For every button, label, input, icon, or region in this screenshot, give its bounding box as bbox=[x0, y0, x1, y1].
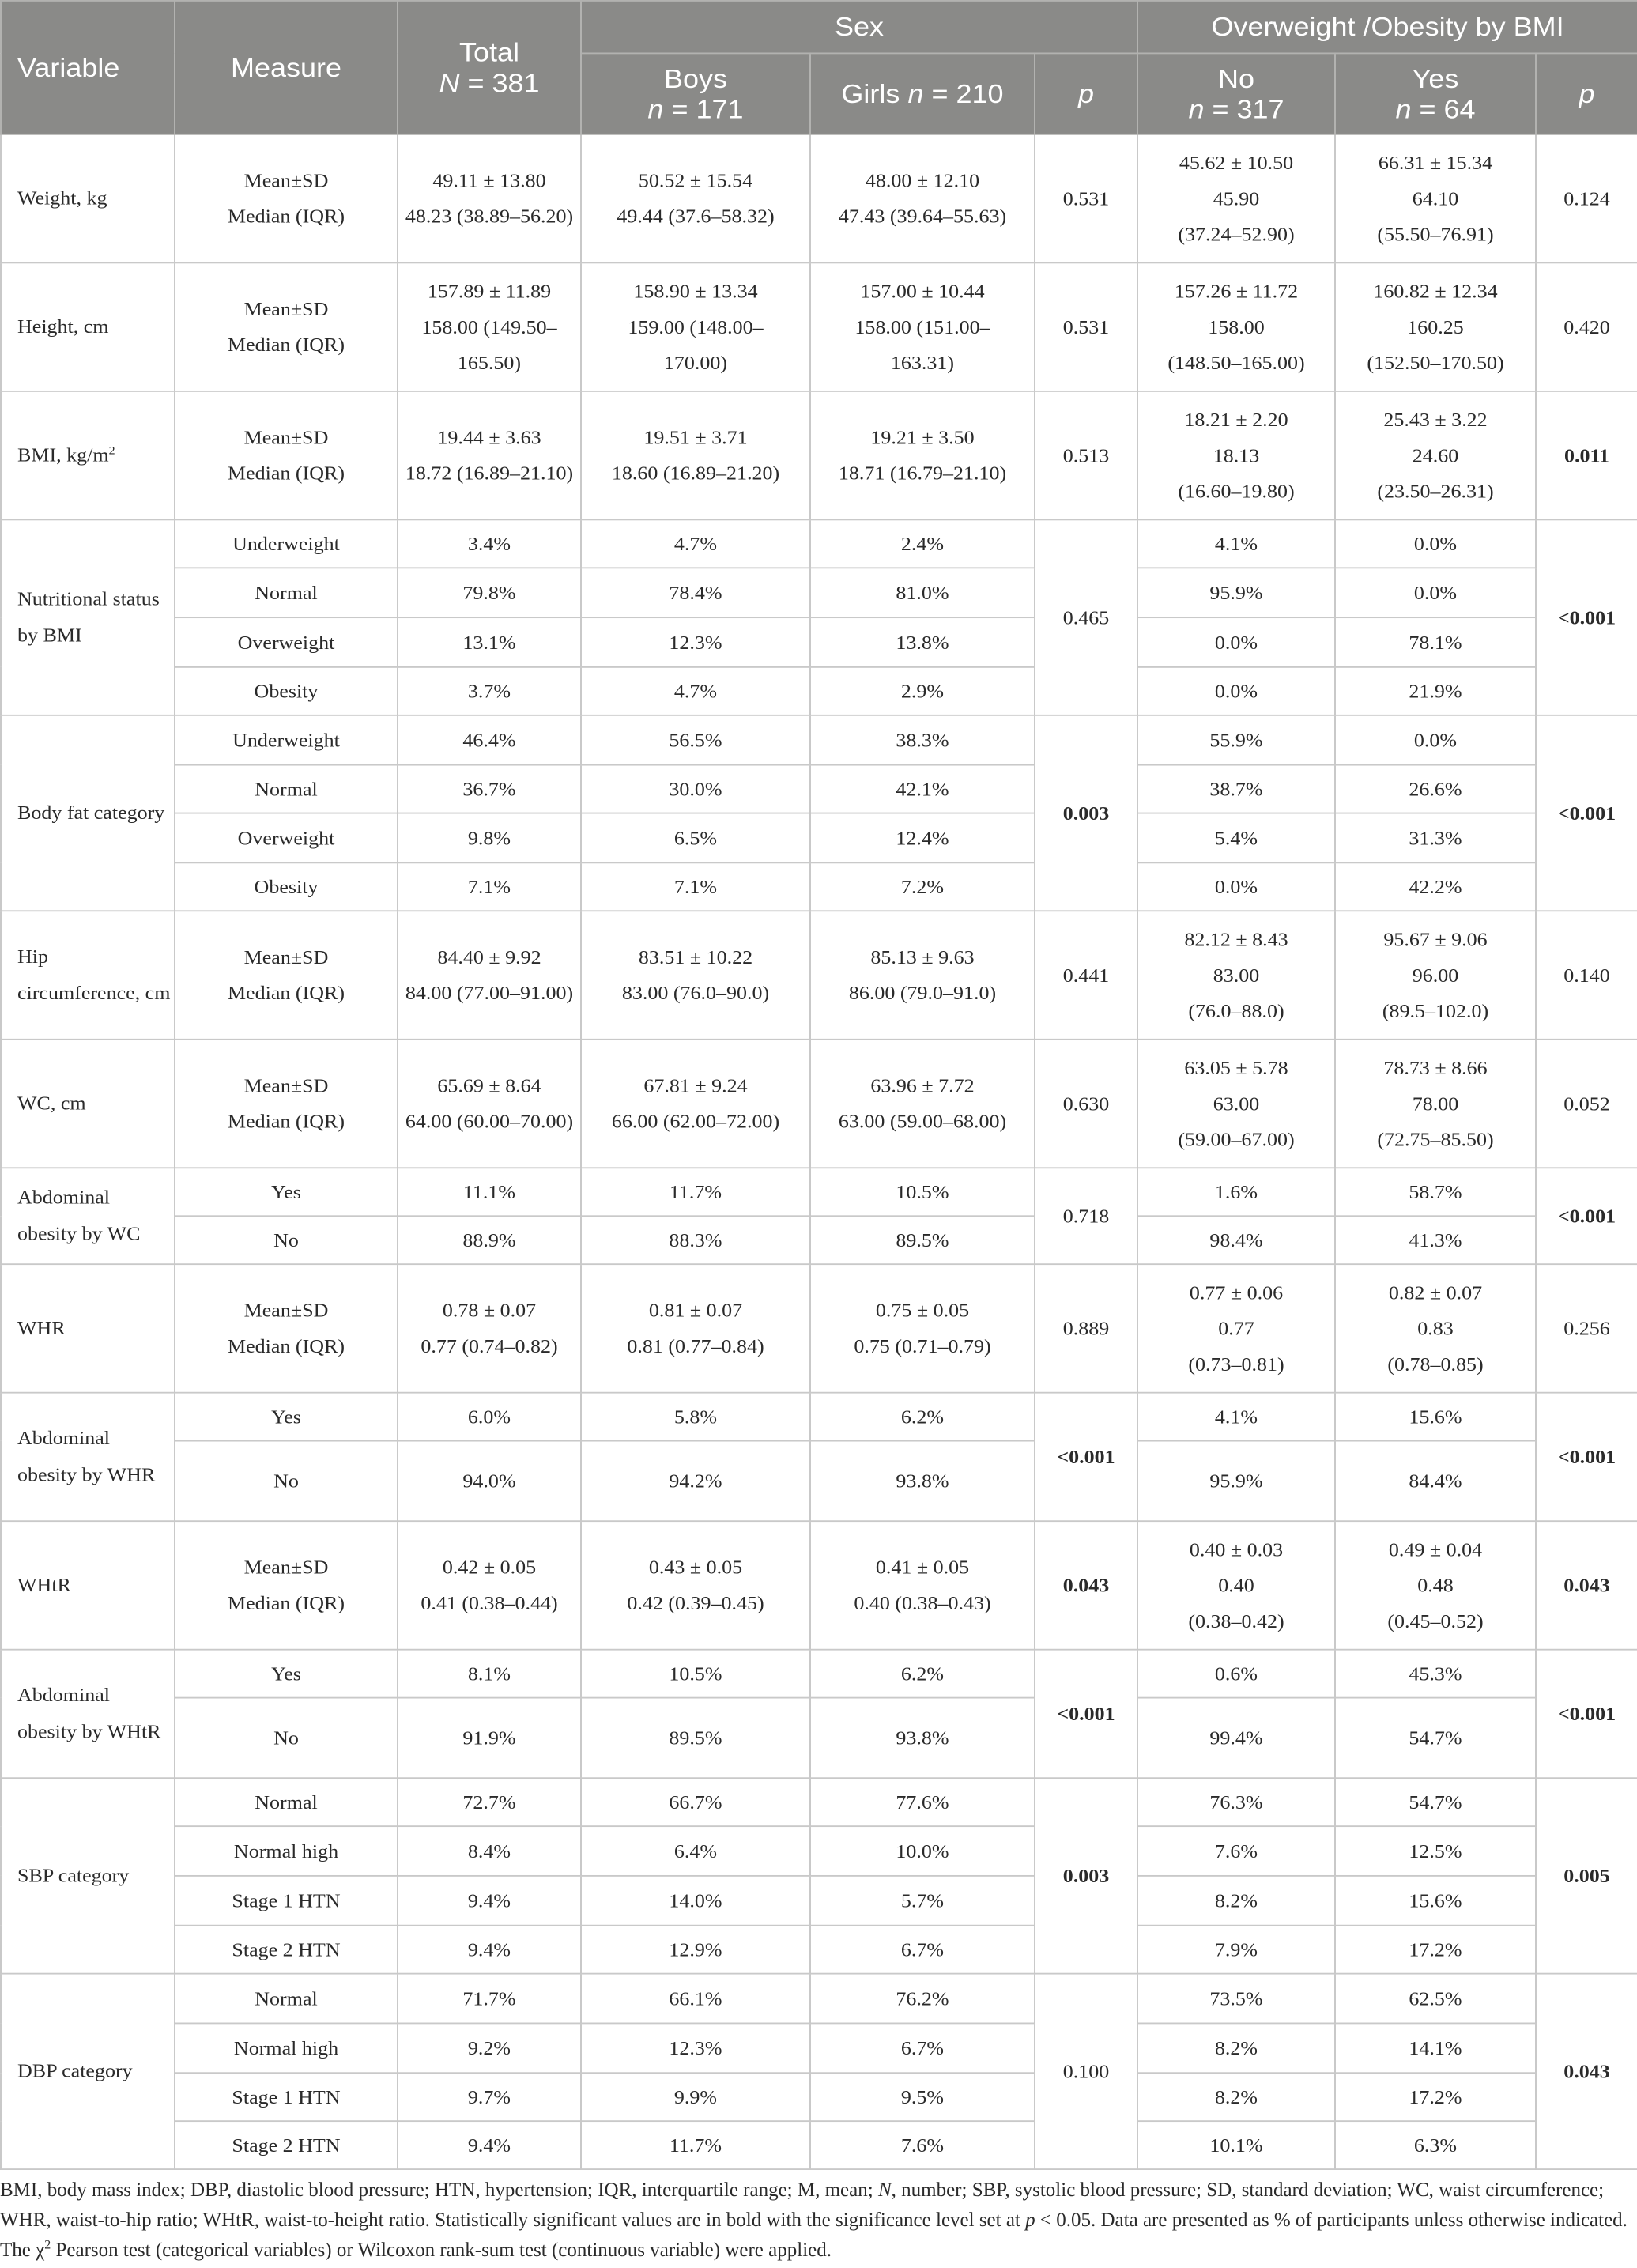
girls-cell: 38.3% bbox=[810, 715, 1035, 765]
variable-cell bbox=[1, 391, 175, 520]
total-cell: 19.44 ± 3.63 18.72 (16.89–21.10) bbox=[398, 391, 581, 520]
header-no-n-value: = 317 bbox=[1212, 93, 1284, 124]
p-value-bmi-cell: 0.420 bbox=[1536, 262, 1637, 391]
total-cell: 9.7% bbox=[398, 2073, 581, 2121]
header-yes-n-value: = 64 bbox=[1419, 93, 1476, 124]
header-boys-label: Boys bbox=[663, 62, 728, 93]
header-boys-n-symbol: n bbox=[647, 93, 664, 124]
girls-cell: 157.00 ± 10.44 158.00 (151.00– 163.31) bbox=[810, 262, 1035, 391]
boys-cell: 30.0% bbox=[581, 765, 810, 813]
yes-overweight-cell: 78.1% bbox=[1335, 617, 1536, 667]
yes-overweight-cell: 25.43 ± 3.22 24.60 (23.50–26.31) bbox=[1335, 391, 1536, 520]
girls-cell: 89.5% bbox=[810, 1216, 1035, 1264]
yes-overweight-cell: 95.67 ± 9.06 96.00 (89.5–102.0) bbox=[1335, 911, 1536, 1040]
total-cell: 46.4% bbox=[398, 715, 581, 765]
measure-cell: Normal bbox=[175, 1778, 398, 1826]
total-cell: 71.7% bbox=[398, 1974, 581, 2024]
p-value-bmi-cell: <0.001 bbox=[1536, 1650, 1637, 1779]
no-overweight-cell: 8.2% bbox=[1137, 2023, 1335, 2073]
table-row bbox=[1, 862, 1637, 911]
measure-cell: Normal high bbox=[175, 2023, 398, 2073]
total-cell: 157.89 ± 11.89 158.00 (149.50– 165.50) bbox=[398, 262, 581, 391]
total-cell: 7.1% bbox=[398, 862, 581, 911]
measure-cell: Yes bbox=[175, 1168, 398, 1216]
yes-overweight-cell: 45.3% bbox=[1335, 1650, 1536, 1698]
variable-cell bbox=[1, 134, 175, 263]
girls-cell: 6.2% bbox=[810, 1650, 1035, 1698]
total-cell: 65.69 ± 8.64 64.00 (60.00–70.00) bbox=[398, 1040, 581, 1168]
header-measure: Measure bbox=[175, 1, 398, 134]
no-overweight-cell: 7.6% bbox=[1137, 1826, 1335, 1876]
table-row bbox=[1, 1876, 1637, 1926]
no-overweight-cell: 0.40 ± 0.03 0.40 (0.38–0.42) bbox=[1137, 1521, 1335, 1650]
variable-cell bbox=[1, 1168, 175, 1264]
variable-label: Abdominal obesity by WC bbox=[17, 1187, 141, 1245]
table-footnote bbox=[0, 2176, 1637, 2266]
measure-cell: Underweight bbox=[175, 715, 398, 765]
boys-cell: 94.2% bbox=[581, 1441, 810, 1522]
girls-cell: 6.2% bbox=[810, 1393, 1035, 1441]
variable-cell bbox=[1, 519, 175, 715]
boys-cell: 66.7% bbox=[581, 1778, 810, 1826]
footnote-chi-superscript: 2 bbox=[44, 2238, 51, 2252]
p-value-sex-cell: 0.441 bbox=[1035, 911, 1137, 1040]
measure-cell: Stage 2 HTN bbox=[175, 1926, 398, 1974]
header-sex-group: Sex bbox=[581, 1, 1137, 53]
no-overweight-cell: 55.9% bbox=[1137, 715, 1335, 765]
boys-cell: 4.7% bbox=[581, 519, 810, 568]
yes-overweight-cell: 78.73 ± 8.66 78.00 (72.75–85.50) bbox=[1335, 1040, 1536, 1168]
girls-cell: 0.75 ± 0.05 0.75 (0.71–0.79) bbox=[810, 1264, 1035, 1393]
yes-overweight-cell: 41.3% bbox=[1335, 1216, 1536, 1264]
total-cell: 9.4% bbox=[398, 2121, 581, 2169]
no-overweight-cell: 38.7% bbox=[1137, 765, 1335, 813]
no-overweight-cell: 0.0% bbox=[1137, 862, 1335, 911]
table-row bbox=[1, 617, 1637, 667]
p-value-bmi-cell: <0.001 bbox=[1536, 1393, 1637, 1522]
total-cell: 3.7% bbox=[398, 667, 581, 715]
girls-cell: 77.6% bbox=[810, 1778, 1035, 1826]
table-row bbox=[1, 134, 1637, 263]
yes-overweight-cell: 15.6% bbox=[1335, 1876, 1536, 1926]
table-row bbox=[1, 911, 1637, 1040]
variable-label: Body fat category bbox=[17, 802, 165, 824]
table-row bbox=[1, 391, 1637, 520]
yes-overweight-cell: 0.0% bbox=[1335, 715, 1536, 765]
girls-cell: 12.4% bbox=[810, 813, 1035, 863]
measure-cell: Underweight bbox=[175, 519, 398, 568]
no-overweight-cell: 0.0% bbox=[1137, 617, 1335, 667]
boys-cell: 14.0% bbox=[581, 1876, 810, 1926]
girls-cell: 63.96 ± 7.72 63.00 (59.00–68.00) bbox=[810, 1040, 1035, 1168]
variable-superscript: 2 bbox=[108, 444, 115, 458]
total-cell: 9.4% bbox=[398, 1876, 581, 1926]
p-value-sex-cell: 0.531 bbox=[1035, 262, 1137, 391]
total-cell: 11.1% bbox=[398, 1168, 581, 1216]
boys-cell: 88.3% bbox=[581, 1216, 810, 1264]
measure-cell: No bbox=[175, 1698, 398, 1779]
p-value-bmi-cell: <0.001 bbox=[1536, 1168, 1637, 1264]
p-value-sex-cell: 0.003 bbox=[1035, 1778, 1137, 1973]
table-row bbox=[1, 765, 1637, 813]
measure-cell: Mean±SD Median (IQR) bbox=[175, 134, 398, 263]
p-value-bmi-cell: 0.005 bbox=[1536, 1778, 1637, 1973]
yes-overweight-cell: 0.0% bbox=[1335, 568, 1536, 617]
measure-cell: Mean±SD Median (IQR) bbox=[175, 262, 398, 391]
total-cell: 9.2% bbox=[398, 2023, 581, 2073]
yes-overweight-cell: 160.82 ± 12.34 160.25 (152.50–170.50) bbox=[1335, 262, 1536, 391]
yes-overweight-cell: 62.5% bbox=[1335, 1974, 1536, 2024]
table-row bbox=[1, 1926, 1637, 1974]
total-cell: 9.8% bbox=[398, 813, 581, 863]
no-overweight-cell: 157.26 ± 11.72 158.00 (148.50–165.00) bbox=[1137, 262, 1335, 391]
table-row bbox=[1, 1778, 1637, 1826]
variable-label: Abdominal obesity by WHtR bbox=[17, 1684, 161, 1742]
boys-cell: 78.4% bbox=[581, 568, 810, 617]
girls-cell: 42.1% bbox=[810, 765, 1035, 813]
table-row bbox=[1, 813, 1637, 863]
total-cell: 49.11 ± 13.80 48.23 (38.89–56.20) bbox=[398, 134, 581, 263]
variable-cell bbox=[1, 715, 175, 911]
p-value-sex-cell: 0.465 bbox=[1035, 519, 1137, 715]
boys-cell: 11.7% bbox=[581, 1168, 810, 1216]
no-overweight-cell: 5.4% bbox=[1137, 813, 1335, 863]
girls-cell: 85.13 ± 9.63 86.00 (79.0–91.0) bbox=[810, 911, 1035, 1040]
no-overweight-cell: 8.2% bbox=[1137, 1876, 1335, 1926]
boys-cell: 158.90 ± 13.34 159.00 (148.00– 170.00) bbox=[581, 262, 810, 391]
header-girls-label: Girls bbox=[841, 78, 900, 109]
measure-cell: Normal bbox=[175, 568, 398, 617]
variable-cell bbox=[1, 262, 175, 391]
header-yes bbox=[1335, 53, 1536, 134]
girls-cell: 2.4% bbox=[810, 519, 1035, 568]
boys-cell: 10.5% bbox=[581, 1650, 810, 1698]
girls-cell: 93.8% bbox=[810, 1698, 1035, 1779]
header-girls bbox=[810, 53, 1035, 134]
header-total-label: Total bbox=[458, 36, 520, 67]
yes-overweight-cell: 12.5% bbox=[1335, 1826, 1536, 1876]
header-total bbox=[398, 1, 581, 134]
yes-overweight-cell: 0.49 ± 0.04 0.48 (0.45–0.52) bbox=[1335, 1521, 1536, 1650]
measure-cell: Yes bbox=[175, 1650, 398, 1698]
no-overweight-cell: 63.05 ± 5.78 63.00 (59.00–67.00) bbox=[1137, 1040, 1335, 1168]
variable-cell bbox=[1, 1521, 175, 1650]
measure-cell: Normal bbox=[175, 765, 398, 813]
boys-cell: 12.3% bbox=[581, 617, 810, 667]
footnote-text-3: < 0.05. Data are presented as % of participants unless otherwise indicated. The χ bbox=[0, 2210, 1628, 2261]
measure-cell: Obesity bbox=[175, 862, 398, 911]
p-value-bmi-cell: 0.140 bbox=[1536, 911, 1637, 1040]
table-row bbox=[1, 262, 1637, 391]
table-row bbox=[1, 519, 1637, 568]
variable-label: WC, cm bbox=[17, 1092, 86, 1114]
p-value-bmi-cell: 0.052 bbox=[1536, 1040, 1637, 1168]
boys-cell: 56.5% bbox=[581, 715, 810, 765]
measure-cell: Stage 2 HTN bbox=[175, 2121, 398, 2169]
girls-cell: 2.9% bbox=[810, 667, 1035, 715]
no-overweight-cell: 4.1% bbox=[1137, 1393, 1335, 1441]
yes-overweight-cell: 31.3% bbox=[1335, 813, 1536, 863]
p-value-bmi-cell: 0.124 bbox=[1536, 134, 1637, 263]
measure-cell: Obesity bbox=[175, 667, 398, 715]
total-cell: 3.4% bbox=[398, 519, 581, 568]
total-cell: 94.0% bbox=[398, 1441, 581, 1522]
boys-cell: 7.1% bbox=[581, 862, 810, 911]
yes-overweight-cell: 0.82 ± 0.07 0.83 (0.78–0.85) bbox=[1335, 1264, 1536, 1393]
header-no bbox=[1137, 53, 1335, 134]
boys-cell: 83.51 ± 10.22 83.00 (76.0–90.0) bbox=[581, 911, 810, 1040]
table-row bbox=[1, 2073, 1637, 2121]
measure-cell: Mean±SD Median (IQR) bbox=[175, 1040, 398, 1168]
total-cell: 91.9% bbox=[398, 1698, 581, 1779]
girls-cell: 6.7% bbox=[810, 1926, 1035, 1974]
footnote-text-4: Pearson test (categorical variables) or Wilcoxon rank-sum test (continuous variable) were applied. bbox=[51, 2240, 832, 2261]
girls-cell: 81.0% bbox=[810, 568, 1035, 617]
table-row bbox=[1, 667, 1637, 715]
boys-cell: 67.81 ± 9.24 66.00 (62.00–72.00) bbox=[581, 1040, 810, 1168]
total-cell: 6.0% bbox=[398, 1393, 581, 1441]
variable-label: SBP category bbox=[17, 1865, 130, 1886]
yes-overweight-cell: 21.9% bbox=[1335, 667, 1536, 715]
footnote-p-symbol: p bbox=[1025, 2210, 1035, 2231]
table-row bbox=[1, 1974, 1637, 2024]
table-row bbox=[1, 1698, 1637, 1779]
no-overweight-cell: 99.4% bbox=[1137, 1698, 1335, 1779]
variable-label: Abdominal obesity by WHR bbox=[17, 1427, 156, 1485]
boys-cell: 66.1% bbox=[581, 1974, 810, 2024]
p-value-bmi-cell: <0.001 bbox=[1536, 519, 1637, 715]
table-row bbox=[1, 1393, 1637, 1441]
p-value-sex-cell: 0.003 bbox=[1035, 715, 1137, 911]
girls-cell: 7.6% bbox=[810, 2121, 1035, 2169]
table-row bbox=[1, 1040, 1637, 1168]
total-cell: 0.42 ± 0.05 0.41 (0.38–0.44) bbox=[398, 1521, 581, 1650]
variable-label: WHtR bbox=[17, 1574, 71, 1596]
header-p-bmi: p bbox=[1536, 53, 1637, 134]
yes-overweight-cell: 6.3% bbox=[1335, 2121, 1536, 2169]
no-overweight-cell: 7.9% bbox=[1137, 1926, 1335, 1974]
variable-label: Nutritional status by BMI bbox=[17, 588, 160, 647]
measure-cell: Overweight bbox=[175, 617, 398, 667]
p-value-sex-cell: 0.718 bbox=[1035, 1168, 1137, 1264]
boys-cell: 9.9% bbox=[581, 2073, 810, 2121]
boys-cell: 4.7% bbox=[581, 667, 810, 715]
table-row bbox=[1, 2023, 1637, 2073]
girls-cell: 6.7% bbox=[810, 2023, 1035, 2073]
header-no-n-symbol: n bbox=[1188, 93, 1205, 124]
header-girls-n-value: = 210 bbox=[931, 78, 1004, 109]
table-row bbox=[1, 1264, 1637, 1393]
header-boys bbox=[581, 53, 810, 134]
p-value-sex-cell: <0.001 bbox=[1035, 1650, 1137, 1779]
yes-overweight-cell: 42.2% bbox=[1335, 862, 1536, 911]
no-overweight-cell: 95.9% bbox=[1137, 568, 1335, 617]
girls-cell: 76.2% bbox=[810, 1974, 1035, 2024]
variable-cell bbox=[1, 1650, 175, 1779]
variable-cell bbox=[1, 1040, 175, 1168]
girls-cell: 10.0% bbox=[810, 1826, 1035, 1876]
variable-cell bbox=[1, 1974, 175, 2169]
boys-cell: 6.4% bbox=[581, 1826, 810, 1876]
girls-cell: 93.8% bbox=[810, 1441, 1035, 1522]
no-overweight-cell: 0.77 ± 0.06 0.77 (0.73–0.81) bbox=[1137, 1264, 1335, 1393]
p-value-bmi-cell: 0.043 bbox=[1536, 1521, 1637, 1650]
table-row bbox=[1, 1216, 1637, 1264]
p-value-sex-cell: <0.001 bbox=[1035, 1393, 1137, 1522]
measure-cell: No bbox=[175, 1441, 398, 1522]
table-row bbox=[1, 2121, 1637, 2169]
measure-cell: Mean±SD Median (IQR) bbox=[175, 391, 398, 520]
yes-overweight-cell: 14.1% bbox=[1335, 2023, 1536, 2073]
p-value-bmi-cell: 0.256 bbox=[1536, 1264, 1637, 1393]
table-row bbox=[1, 1521, 1637, 1650]
header-total-n-value: = 381 bbox=[467, 67, 540, 98]
boys-cell: 6.5% bbox=[581, 813, 810, 863]
no-overweight-cell: 18.21 ± 2.20 18.13 (16.60–19.80) bbox=[1137, 391, 1335, 520]
variable-cell bbox=[1, 911, 175, 1040]
measure-cell: Mean±SD Median (IQR) bbox=[175, 1521, 398, 1650]
boys-cell: 0.81 ± 0.07 0.81 (0.77–0.84) bbox=[581, 1264, 810, 1393]
no-overweight-cell: 0.0% bbox=[1137, 667, 1335, 715]
p-value-sex-cell: 0.630 bbox=[1035, 1040, 1137, 1168]
girls-cell: 0.41 ± 0.05 0.40 (0.38–0.43) bbox=[810, 1521, 1035, 1650]
footnote-n-symbol: N bbox=[877, 2179, 892, 2201]
boys-cell: 12.9% bbox=[581, 1926, 810, 1974]
variable-cell bbox=[1, 1264, 175, 1393]
measure-cell: Overweight bbox=[175, 813, 398, 863]
yes-overweight-cell: 15.6% bbox=[1335, 1393, 1536, 1441]
yes-overweight-cell: 54.7% bbox=[1335, 1698, 1536, 1779]
p-value-sex-cell: 0.513 bbox=[1035, 391, 1137, 520]
boys-cell: 11.7% bbox=[581, 2121, 810, 2169]
girls-cell: 13.8% bbox=[810, 617, 1035, 667]
header-total-n-symbol: N bbox=[439, 67, 460, 98]
no-overweight-cell: 8.2% bbox=[1137, 2073, 1335, 2121]
variable-cell bbox=[1, 1778, 175, 1973]
footnote-text-1: BMI, body mass index; DBP, diastolic blood pressure; HTN, hypertension; IQR, interquartile range; M, mean; bbox=[0, 2179, 878, 2201]
variable-label: WHR bbox=[17, 1317, 66, 1339]
header-no-label: No bbox=[1218, 62, 1255, 93]
boys-cell: 19.51 ± 3.71 18.60 (16.89–21.20) bbox=[581, 391, 810, 520]
header-yes-n-symbol: n bbox=[1395, 93, 1412, 124]
p-value-sex-cell: 0.043 bbox=[1035, 1521, 1137, 1650]
measure-cell: Normal bbox=[175, 1974, 398, 2024]
variable-label: Hip circumference, cm bbox=[17, 945, 171, 1004]
no-overweight-cell: 4.1% bbox=[1137, 519, 1335, 568]
yes-overweight-cell: 84.4% bbox=[1335, 1441, 1536, 1522]
table-row bbox=[1, 1650, 1637, 1698]
girls-cell: 10.5% bbox=[810, 1168, 1035, 1216]
yes-overweight-cell: 66.31 ± 15.34 64.10 (55.50–76.91) bbox=[1335, 134, 1536, 263]
boys-cell: 12.3% bbox=[581, 2023, 810, 2073]
yes-overweight-cell: 17.2% bbox=[1335, 1926, 1536, 1974]
total-cell: 36.7% bbox=[398, 765, 581, 813]
girls-cell: 9.5% bbox=[810, 2073, 1035, 2121]
measure-cell: Yes bbox=[175, 1393, 398, 1441]
total-cell: 0.78 ± 0.07 0.77 (0.74–0.82) bbox=[398, 1264, 581, 1393]
no-overweight-cell: 98.4% bbox=[1137, 1216, 1335, 1264]
header-bmi-group: Overweight /Obesity by BMI bbox=[1137, 1, 1637, 53]
total-cell: 8.1% bbox=[398, 1650, 581, 1698]
variable-label: DBP category bbox=[17, 2060, 133, 2082]
measure-cell: No bbox=[175, 1216, 398, 1264]
table-row bbox=[1, 1441, 1637, 1522]
no-overweight-cell: 76.3% bbox=[1137, 1778, 1335, 1826]
girls-cell: 19.21 ± 3.50 18.71 (16.79–21.10) bbox=[810, 391, 1035, 520]
yes-overweight-cell: 26.6% bbox=[1335, 765, 1536, 813]
no-overweight-cell: 45.62 ± 10.50 45.90 (37.24–52.90) bbox=[1137, 134, 1335, 263]
boys-cell: 5.8% bbox=[581, 1393, 810, 1441]
measure-cell: Mean±SD Median (IQR) bbox=[175, 911, 398, 1040]
no-overweight-cell: 73.5% bbox=[1137, 1974, 1335, 2024]
yes-overweight-cell: 0.0% bbox=[1335, 519, 1536, 568]
variable-label: Height, cm bbox=[17, 315, 109, 338]
girls-cell: 48.00 ± 12.10 47.43 (39.64–55.63) bbox=[810, 134, 1035, 263]
p-value-sex-cell: 0.889 bbox=[1035, 1264, 1137, 1393]
total-cell: 88.9% bbox=[398, 1216, 581, 1264]
total-cell: 72.7% bbox=[398, 1778, 581, 1826]
yes-overweight-cell: 17.2% bbox=[1335, 2073, 1536, 2121]
total-cell: 9.4% bbox=[398, 1926, 581, 1974]
p-value-sex-cell: 0.100 bbox=[1035, 1974, 1137, 2169]
measure-cell: Stage 1 HTN bbox=[175, 2073, 398, 2121]
measure-cell: Mean±SD Median (IQR) bbox=[175, 1264, 398, 1393]
variable-cell bbox=[1, 1393, 175, 1522]
girls-cell: 7.2% bbox=[810, 862, 1035, 911]
table-row bbox=[1, 568, 1637, 617]
p-value-sex-cell: 0.531 bbox=[1035, 134, 1137, 263]
boys-cell: 89.5% bbox=[581, 1698, 810, 1779]
yes-overweight-cell: 54.7% bbox=[1335, 1778, 1536, 1826]
table-row bbox=[1, 715, 1637, 765]
p-value-bmi-cell: <0.001 bbox=[1536, 715, 1637, 911]
table-row bbox=[1, 1826, 1637, 1876]
no-overweight-cell: 82.12 ± 8.43 83.00 (76.0–88.0) bbox=[1137, 911, 1335, 1040]
total-cell: 8.4% bbox=[398, 1826, 581, 1876]
footnote-text-2: , number; SBP, systolic blood pressure; SD, standard deviation; WC, waist circumference; WHR, waist-to-hip ratio; WHtR, waist-to-height ratio. Statistically significant values are in bold with the significance level set at bbox=[0, 2179, 1605, 2231]
boys-cell: 0.43 ± 0.05 0.42 (0.39–0.45) bbox=[581, 1521, 810, 1650]
p-value-bmi-cell: 0.043 bbox=[1536, 1974, 1637, 2169]
total-cell: 13.1% bbox=[398, 617, 581, 667]
no-overweight-cell: 1.6% bbox=[1137, 1168, 1335, 1216]
boys-cell: 50.52 ± 15.54 49.44 (37.6–58.32) bbox=[581, 134, 810, 263]
table-row bbox=[1, 1168, 1637, 1216]
total-cell: 79.8% bbox=[398, 568, 581, 617]
header-yes-label: Yes bbox=[1412, 62, 1459, 93]
total-cell: 84.40 ± 9.92 84.00 (77.00–91.00) bbox=[398, 911, 581, 1040]
girls-cell: 5.7% bbox=[810, 1876, 1035, 1926]
p-value-bmi-cell: 0.011 bbox=[1536, 391, 1637, 520]
header-p-sex: p bbox=[1035, 53, 1137, 134]
variable-label: Weight, kg bbox=[17, 187, 107, 209]
yes-overweight-cell: 58.7% bbox=[1335, 1168, 1536, 1216]
no-overweight-cell: 10.1% bbox=[1137, 2121, 1335, 2169]
no-overweight-cell: 0.6% bbox=[1137, 1650, 1335, 1698]
table-body bbox=[1, 134, 1637, 2169]
measure-cell: Normal high bbox=[175, 1826, 398, 1876]
variable-label: BMI, kg/m bbox=[17, 444, 109, 466]
measure-cell: Stage 1 HTN bbox=[175, 1876, 398, 1926]
header-boys-n-value: = 171 bbox=[671, 93, 744, 124]
header-variable: Variable bbox=[1, 1, 175, 134]
no-overweight-cell: 95.9% bbox=[1137, 1441, 1335, 1522]
header-girls-n-symbol: n bbox=[907, 78, 924, 109]
